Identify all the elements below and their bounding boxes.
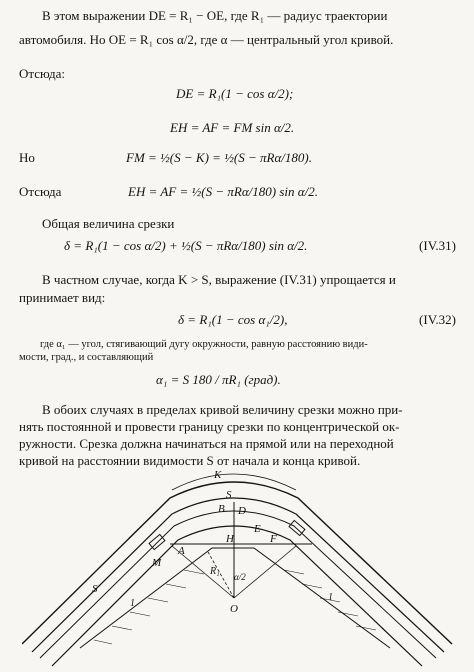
label-b: B: [218, 503, 225, 515]
final-line-3: ружности. Срезка должна начинаться на прямой или на переходной: [19, 436, 394, 451]
final-line-2: нять постоянной и провести границу срезки по концентрической ок-: [19, 419, 400, 434]
road-curve-diagram: [22, 468, 456, 668]
note-line-2: мости, град., и составляющий: [19, 352, 154, 363]
label-f: F: [270, 533, 277, 545]
intro-line-2: автомобиля. Но OE = R₁ cos α/2, где α — центральный угол кривой.: [19, 32, 394, 47]
intro-line-1: В этом выражении DE = R₁ − OE, где R₁ — радиус траектории: [42, 8, 388, 23]
final-line-4: кривой на расстоянии видимости S от начала и конца кривой.: [19, 453, 361, 468]
otsyuda-label-1: Отсюда:: [19, 66, 66, 81]
equation-eh-2: EH = AF = ½(S − πRα/180) sin α/2.: [128, 184, 318, 199]
label-e: E: [254, 523, 261, 535]
label-one-left: 1: [130, 598, 135, 609]
total-label: Общая величина срезки: [42, 216, 175, 231]
equation-fm: FM = ½(S − K) = ½(S − πRα/180).: [126, 150, 312, 165]
label-o: O: [230, 603, 238, 615]
label-m: M: [152, 557, 162, 569]
label-half-alpha: α/2: [234, 572, 246, 582]
label-a: A: [178, 545, 185, 557]
final-line-1: В обоих случаях в пределах кривой величину срезки можно при-: [42, 402, 403, 417]
label-s-top: S: [226, 489, 232, 501]
equation-de: DE = R₁(1 − cos α/2);: [176, 86, 294, 101]
label-h: H: [226, 533, 234, 545]
label-one-right: 1: [328, 592, 333, 603]
partial-line-1: В частном случае, когда K > S, выражение (IV.31) упрощается и: [42, 272, 396, 287]
label-s-left: S: [92, 583, 98, 595]
equation-number-1: (IV.31): [419, 238, 456, 253]
equation-delta-1: δ = R₁(1 − cos α/2) + ½(S − πRα/180) sin α/2.: [64, 238, 308, 253]
label-d: D: [238, 505, 246, 517]
label-r1: R₁: [210, 566, 220, 577]
equation-eh: EH = AF = FM sin α/2.: [170, 120, 295, 135]
equation-alpha: α₁ = S 180 / πR₁ (град).: [156, 372, 281, 387]
partial-line-2: принимает вид:: [19, 290, 106, 305]
equation-delta-2: δ = R₁(1 − cos α₁/2),: [178, 312, 288, 327]
otsyuda-label-2: Отсюда: [19, 184, 62, 199]
note-line-1: где α₁ — угол, стягивающий дугу окружности, равную расстоянию види-: [40, 339, 368, 350]
no-label: Но: [19, 150, 35, 165]
equation-number-2: (IV.32): [419, 312, 456, 327]
label-k: K: [214, 469, 222, 481]
